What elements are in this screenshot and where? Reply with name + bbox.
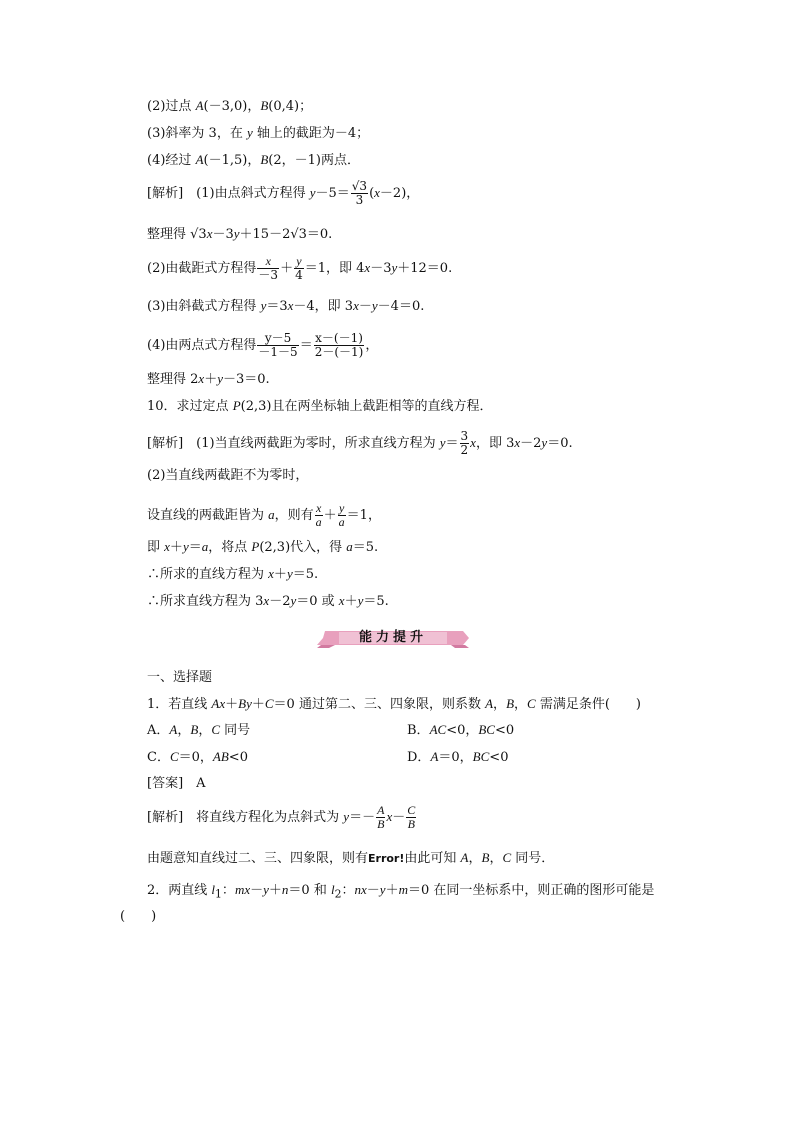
q10-stem: 10．求过定点 P(2,3)且在两坐标轴上截距相等的直线方程． bbox=[147, 398, 493, 414]
section-banner bbox=[317, 628, 469, 648]
q9-line-3: (3)斜率为 3，在 y 轴上的截距为－4； bbox=[147, 125, 370, 141]
answer-line: [答案] A bbox=[147, 776, 206, 791]
option-b: B．AC<0，BC<0 bbox=[407, 722, 515, 738]
analysis-tag: [解析] bbox=[147, 810, 184, 825]
explanation-line-1: [解析] 将直线方程化为点斜式为 y＝－ $\frac{A}{B}$ x－ $\frac{C}{B}$ bbox=[147, 803, 416, 831]
q10-solution-6: ∴所求直线方程为 3x－2y＝0 或 x＋y＝5. bbox=[147, 593, 389, 609]
q10-solution-3: 设直线的两截距皆为 a，则有 $\frac{x}{a}$ ＋ $\frac{y}{a}$ ＝1， bbox=[147, 501, 381, 529]
q10-solution-4: 即 x＋y＝a，将点 P(2,3)代入，得 a＝5. bbox=[147, 539, 379, 555]
q9-line-2: (2)过点 A(－3,0)，B(0,4)； bbox=[147, 98, 313, 114]
q9-solution-2: (2)由截距式方程得 $\frac{x}{-3}$ ＋ $\frac{y}{4}$ ＝1，即 4x－3y＋12＝0. bbox=[147, 254, 453, 282]
banner-title: 能力提升 bbox=[358, 630, 427, 645]
option-a: A．A，B，C 同号 bbox=[147, 722, 251, 738]
q9-line-4: (4)经过 A(－1,5)，B(2，－1)两点． bbox=[147, 152, 360, 168]
choice-question-2: 2．两直线 $l_1$：mx－y＋n＝0 和 $l_2$：nx－y＋m＝0 在同一坐标系中，则正确的图形可能是 bbox=[147, 882, 655, 901]
q10-solution-1: [解析] (1)当直线两截距为零时，所求直线方程为 y＝ $\frac{3}{2}$ x，即 3x－2y＝0. bbox=[147, 429, 573, 457]
option-d: D．A＝0，BC<0 bbox=[407, 749, 509, 765]
choice-question-2-blank: ( ) bbox=[120, 909, 157, 924]
q9-solution-4: (4)由两点式方程得 $\frac{y-5}{-1-5}$ ＝ $\frac{x-(-1)}{2-(-1)}$ ， bbox=[147, 331, 379, 359]
analysis-tag: [解析] bbox=[147, 186, 184, 201]
fraction: $\frac{√3}{3}$ bbox=[351, 179, 368, 207]
section-title: 一、选择题 bbox=[147, 670, 213, 685]
q10-solution-5: ∴所求的直线方程为 x＋y＝5. bbox=[147, 566, 319, 582]
analysis-tag: [解析] bbox=[147, 436, 184, 451]
answer-tag: [答案] bbox=[147, 776, 184, 791]
q10-solution-2: (2)当直线两截距不为零时， bbox=[147, 468, 309, 483]
error-field: Error! bbox=[368, 852, 405, 865]
q9-solution-1-simplified: 整理得 √3x－3y＋15－2√3＝0. bbox=[147, 226, 333, 242]
q9-solution-1: [解析] (1)由点斜式方程得 y－5＝ $\frac{√3}{3}$ (x－2)， bbox=[147, 179, 420, 207]
option-c: C．C＝0，AB<0 bbox=[147, 749, 248, 765]
explanation-line-2: 由题意知直线过二、三、四象限，则有Error!由此可知 A，B，C 同号． bbox=[147, 850, 555, 866]
q9-solution-3: (3)由斜截式方程得 y＝3x－4，即 3x－y－4＝0. bbox=[147, 298, 425, 314]
q9-solution-4-simplified: 整理得 2x＋y－3＝0. bbox=[147, 371, 270, 387]
choice-question-1: 1．若直线 Ax＋By＋C＝0 通过第二、三、四象限，则系数 A，B，C 需满足条件( ) bbox=[147, 696, 641, 712]
